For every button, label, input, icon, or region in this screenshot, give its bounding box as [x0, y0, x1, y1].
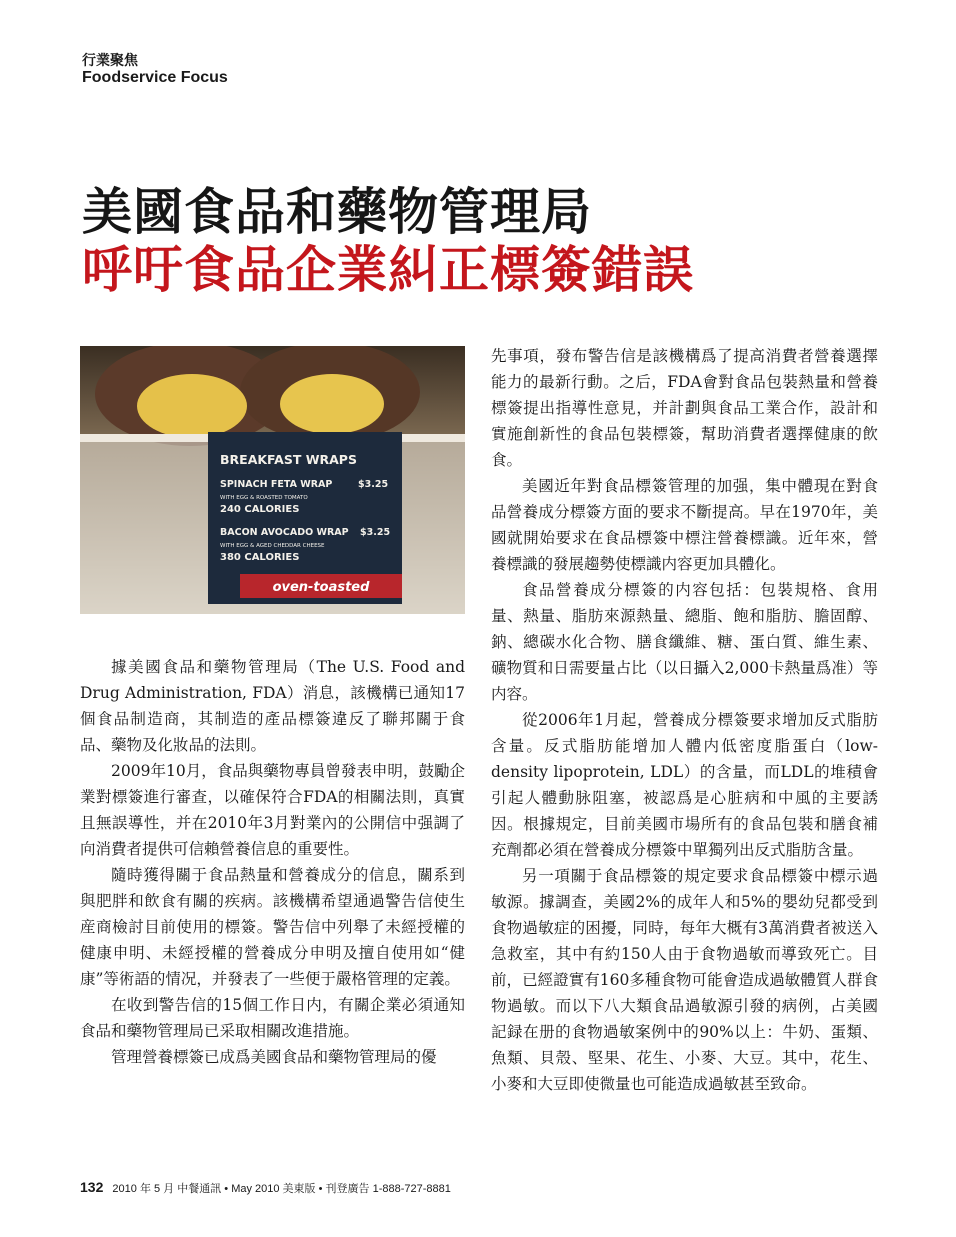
menu-item-1-desc: WITH EGG & ROASTED TOMATO	[220, 495, 308, 501]
menu-item-1-name: SPINACH FETA WRAP	[220, 479, 333, 490]
right-paragraph-1: 美國近年對食品標簽管理的加强，集中體現在對食品營養成分標簽方面的要求不斷提高。早在1970年，美國就開始要求在食品標簽中標注營養標識。近年來，營養標識的發展趨勢使標識内容更加具體化。	[491, 477, 878, 573]
left-column	[80, 654, 465, 1070]
menu-item-2-calories: 380 CALORIES	[220, 552, 300, 563]
right-paragraph-2: 食品營養成分標簽的内容包括：包裝規格、食用量、熱量、脂肪來源熱量、總脂、飽和脂肪、膽固醇、鈉、總碳水化合物、膳食纖維、糖、蛋白質、維生素、礦物質和日需要量占比（以日攝入2,000卡熱量爲准）等内容。	[491, 581, 878, 703]
article-title-line-2: 呼吁食品企業糾正標簽錯誤	[82, 240, 694, 299]
left-paragraph-4: 在收到警告信的15個工作日内，有關企業必須通知食品和藥物管理局已采取相關改進措施。	[80, 996, 465, 1040]
right-paragraph-3: 從2006年1月起，營養成分標簽要求增加反式脂肪含量。反式脂肪能增加人體内低密度脂蛋白（low-density lipoprotein, LDL）的含量，而LDL的堆積會引起人體動脉阻塞，被認爲是心脏病和中風的主要誘因。根據規定，目前美國市場所有的食品包裝和膳食補充劑都必須在營養成分標簽中單獨列出反式脂肪含量。	[491, 711, 878, 859]
right-continuation: 先事項，發布警告信是該機構爲了提高消費者營養選擇能力的最新行動。之后，FDA會對食品包裝熱量和營養標簽提出指導性意見，并計劃與食品工業合作，設計和實施創新性的食品包裝標簽，幫助消費者選擇健康的飲食。	[491, 347, 878, 469]
menu-item-1-calories: 240 CALORIES	[220, 504, 300, 515]
menu-board-photo	[80, 346, 465, 614]
right-paragraph-4: 另一項關于食品標簽的規定要求食品標簽中標示過敏源。據調查，美國2%的成年人和5%的嬰幼兒都受到食物過敏症的困擾，同時，每年大概有3萬消費者被送入急救室，其中有約150人由于食物過敏而導致死亡。目前，已經證實有160多種食物可能會造成過敏體質人群食物過敏。而以下八大類食品過敏源引發的病例，占美國記録在册的食物過敏案例中的90%以上：牛奶、蛋類、魚類、貝殼、堅果、花生、小麥、大豆。其中，花生、小麥和大豆即使微量也可能造成過敏甚至致命。	[491, 867, 878, 1093]
menu-item-2-price: $3.25	[360, 527, 391, 538]
section-label-chinese: 行業聚焦	[82, 53, 138, 69]
right-column	[491, 343, 878, 1097]
left-paragraph-3: 隨時獲得關于食品熱量和營養成分的信息，關系到與肥胖和飲食有關的疾病。該機構希望通過警告信使生産商檢討目前使用的標簽。警告信中列舉了未經授權的健康申明、未經授權的營養成分申明及擅自使用如“健康”等術語的情况，并發表了一些便于嚴格管理的定義。	[80, 866, 465, 988]
menu-board-illustration	[80, 346, 465, 614]
article-title-line-1: 美國食品和藥物管理局	[82, 182, 592, 241]
menu-heading: BREAKFAST WRAPS	[220, 452, 357, 467]
left-paragraph-5: 管理營養標簽已成爲美國食品和藥物管理局的優	[111, 1048, 437, 1066]
left-paragraph-2: 2009年10月，食品與藥物專員曾發表申明，鼓勵企業對標簽進行審查，以確保符合FDA的相關法則，真實且無誤導性，并在2010年3月對業內的公開信中强調了向消費者提供可信賴營養信息的重要性。	[80, 762, 465, 858]
left-paragraph-1: 據美國食品和藥物管理局（The U.S. Food and Drug Administration, FDA）消息，該機構已通知17個食品制造商，其制造的產品標簽違反了聯邦關于食品、藥物及化妝品的法則。	[80, 658, 465, 754]
section-label-english: Foodservice Focus	[82, 69, 228, 86]
page-footer	[80, 1179, 451, 1196]
menu-item-2-desc: WITH EGG & AGED CHEDDAR CHEESE	[220, 543, 325, 549]
menu-item-1-price: $3.25	[358, 479, 389, 490]
banner-text: oven-toasted	[272, 580, 370, 595]
page-number: 132	[80, 1179, 104, 1195]
footer-text: 2010 年 5 月 中餐通訊 • May 2010 美東版 • 刊登廣告 1-888-727-8881	[112, 1183, 451, 1195]
menu-item-2-name: BACON AVOCADO WRAP	[220, 527, 349, 538]
